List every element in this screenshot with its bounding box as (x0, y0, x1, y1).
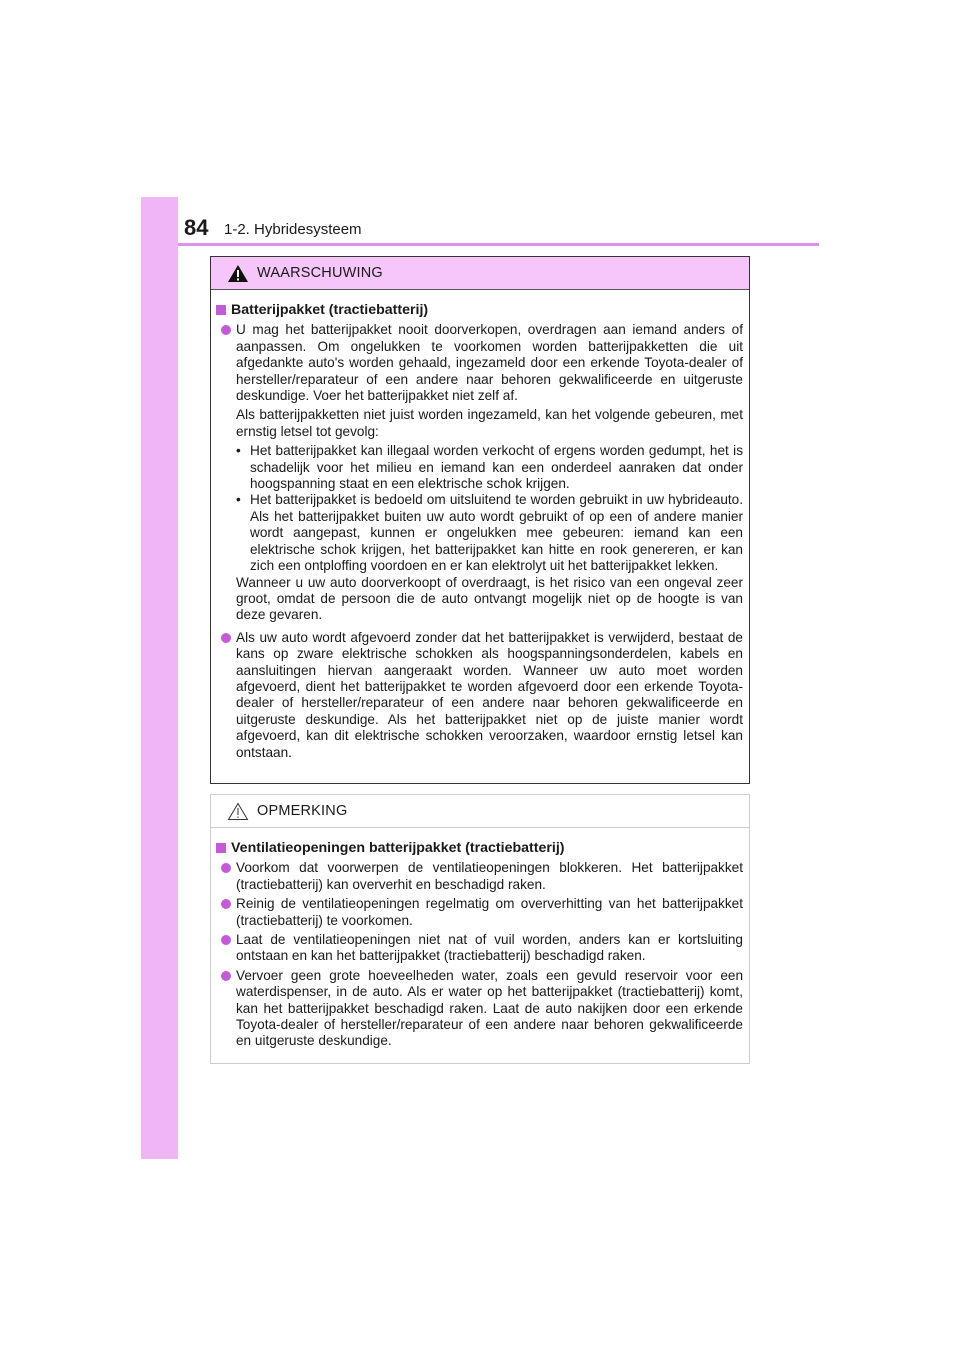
list-item-text: Vervoer geen grote hoeveelheden water, zoals een gevuld reservoir voor een waterdispenser, in de auto. Als er water op het batterijpakket (tractiebatterij) komt, kan het batterijpakket beschadigd raken. Laat de auto nakijken door een erkende Toyota-dealer of hersteller/reparateur of een andere naar behoren gekwalificeerde en uitgeruste deskundige. (236, 967, 743, 1049)
section-title: 1-2. Hybridesysteem (224, 221, 362, 238)
caution-triangle-outline-icon (227, 802, 249, 821)
bullet-text: Het batterijpakket kan illegaal worden verkocht of ergens worden gedumpt, het is schadelijk voor het milieu en iemand kan een onderdeel aanraken dat onder hoogspanning staat en een elektrische schok krijgen. (250, 443, 743, 492)
dot-bullet-icon (221, 971, 231, 981)
dot-bullet-icon (221, 863, 231, 873)
warning-box (210, 256, 750, 784)
warning-body (211, 290, 749, 761)
header-divider (178, 243, 819, 246)
list-item (216, 968, 743, 1050)
bullet-item (236, 492, 743, 574)
list-item (216, 630, 743, 761)
note-header (211, 795, 749, 828)
bullet-text: Het batterijpakket is bedoeld om uitsluitend te worden gebruikt in uw hybrideauto. Als het batterijpakket buiten uw auto wordt gebruikt of op een of andere manier wordt aangepast, kunnen er ongelukken mee gebeuren: iemand kan een elektrische schok krijgen, het batterijpakket kan hitte en rook genereren, er kan zich een ontploffing voordoen en er kan elektrolyt uit het batterijpakket lekken. (250, 492, 743, 574)
list-item (216, 322, 743, 626)
paragraph: Wanneer u uw auto doorverkoopt of overdraagt, is het risico van een ongeval zeer groot, omdat de persoon die de auto ontvangt mogelijk niet op de hoogte is van deze gevaren. (236, 574, 743, 623)
paragraph: U mag het batterijpakket nooit doorverkopen, overdragen aan iemand anders of aanpassen. Om ongelukken te voorkomen worden batterijpakketten die uit afgedankte auto's worden gehaald, ingezameld door een erkende Toyota-dealer of hersteller/reparateur of een andere naar behoren gekwalificeerde en uitgeruste deskundige. Voer het batterijpakket niet zelf af. (236, 322, 743, 404)
warning-triangle-icon (227, 264, 249, 283)
note-body (211, 828, 749, 1050)
list-item (216, 896, 743, 929)
note-subheading-text: Ventilatieopeningen batterijpakket (tractiebatterij) (231, 840, 565, 856)
note-box (210, 794, 750, 1064)
list-item-text: Als uw auto wordt afgevoerd zonder dat het batterijpakket is verwijderd, bestaat de kans op zware elektrische schokken als hoogspanningsonderdelen, kabels en aansluitingen hiervan aangeraakt worden. Wanneer uw auto moet worden afgevoerd, dient het batterijpakket te worden afgevoerd door een erkende Toyota-dealer of hersteller/reparateur of een andere naar behoren gekwalificeerde en uitgeruste deskundige. Als het batterijpakket niet op de juiste manier wordt afgevoerd, kan dit elektrische schokken veroorzaken, waardoor ernstig letsel kan ontstaan. (236, 629, 743, 760)
paragraph: Als batterijpakketten niet juist worden ingezameld, kan het volgende gebeuren, met ernstig letsel tot gevolg: (236, 407, 743, 439)
list-item-text: Laat de ventilatieopeningen niet nat of vuil worden, anders kan er kortsluiting ontstaan en kan het batterijpakket (tractiebatterij) beschadigd raken. (236, 932, 743, 964)
chapter-side-tab (141, 197, 178, 1159)
note-subheading (216, 840, 743, 856)
warning-title: WAARSCHUWING (257, 265, 383, 281)
bullet-mark: • (236, 443, 241, 459)
warning-header (211, 257, 749, 290)
dot-bullet-icon (221, 899, 231, 909)
warning-subheading (216, 302, 743, 318)
list-item-text: Reinig de ventilatieopeningen regelmatig om oververhitting van het batterijpakket (tractiebatterij) te voorkomen. (236, 896, 743, 928)
square-bullet-icon (216, 305, 226, 315)
square-bullet-icon (216, 843, 226, 853)
dot-bullet-icon (221, 325, 231, 335)
dot-bullet-icon (221, 935, 231, 945)
list-item (216, 932, 743, 965)
page-number: 84 (184, 215, 209, 240)
list-item (216, 860, 743, 893)
dot-bullet-icon (221, 633, 231, 643)
list-item-text: Voorkom dat voorwerpen de ventilatieopeningen blokkeren. Het batterijpakket (tractiebatterij) kan oververhit en beschadigd raken. (236, 860, 743, 892)
bullet-item (236, 443, 743, 492)
bullet-mark: • (236, 492, 241, 508)
note-title: OPMERKING (257, 803, 348, 819)
warning-subheading-text: Batterijpakket (tractiebatterij) (231, 302, 429, 318)
